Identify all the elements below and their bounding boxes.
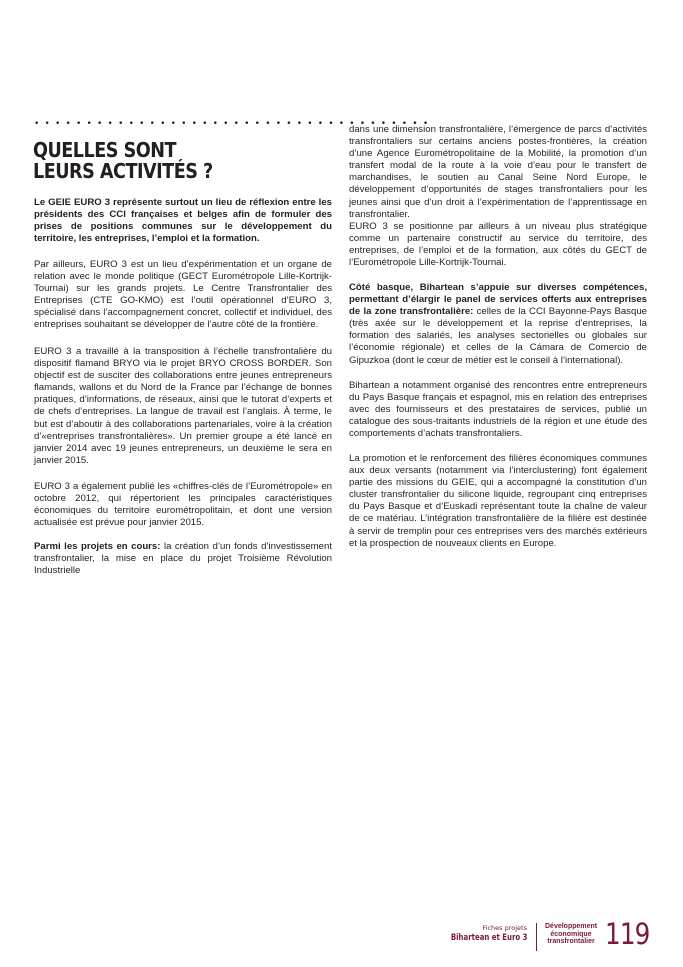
projets-rest: la création d’un fonds d’investissement transfrontalier, la mise en place du projet Troisième Révolution Industrielle [34,541,333,577]
footer-project-name: Bihartean et Euro 3 [450,933,527,943]
page-number: 119 [605,917,650,951]
footer-project [434,924,528,944]
paragraph-cote-basque [349,282,647,367]
paragraph-relations: Par ailleurs, EURO 3 est un lieu d’expérimentation et un organe de relation avec le monde politique (GECT Eurométropole Lille-Kortrijk-Tournai) sur les grands projets. Le Centre Transfrontalier des Entreprises (CTE GO-KMO) est l’outil opérationnel d’EURO 3, spécialisé dans l’accompagnement concret, collectif et individuel, des entreprises souhaitant se développer de l’autre côté de la frontière. [34,259,332,331]
page-heading-line1: QUELLES SONT [33,138,176,162]
footer-section-title [545,923,597,946]
paragraph-strategique: EURO 3 se positionne par ailleurs à un niveau plus stratégique comme un partenaire constructif au service du territoire, des entreprises, de l’emploi et de la formation, aux côtés du GECT de l’Eurométropole Lille-Kortrijk-Tournai. [349,221,647,269]
footer-separator [536,923,537,951]
footer-section-line2: économique [550,930,592,938]
footer-section-line1: Développement [545,923,598,930]
cote-basque-lead: Côté basque, Bihartean s’appuie sur diverses compétences, permettant d’élargir le panel de services offerts aux entreprises de la zone transfrontalière: [349,282,647,318]
footer-fiches-label: Fiches projets [482,924,527,932]
paragraph-chiffres-cles: EURO 3 a également publié les «chiffres-clés de l’Eurométropole» en octobre 2012, qui répertorient les principales caractéristiques économiques du territoire eurométropolitain, et dont une version actualisée est prévue pour janvier 2015. [34,481,332,529]
cote-basque-rest: celles de la CCI Bayonne-Pays Basque (très axée sur le développement et la reprise d’entreprises, la formation des salariés, les analyses sectorielles ou globales sur l’économie régionale) et celles de la Cámara de Comercio de Gipuzkoa (dont le cœur de métier est le conseil à l’international). [349,306,647,366]
paragraph-projets-en-cours [34,541,332,577]
projets-lead: Parmi les projets en cours: [34,541,161,552]
page-heading [33,140,291,182]
paragraph-filieres: La promotion et le renforcement des filières économiques communes aux deux versants (notamment via l’interclustering) font également partie des missions du GEIE, qui a accompagné la constitution d’un cluster transfrontalier du silicone liquide, regroupant cinq entreprises du Pays Basque et d’Euskadi représentant toute la chaîne de valeur de ce matériau. L’intégration transfrontalière de la filière est destinée à servir de tremplin pour ces entreprises vers des marchés extérieurs et la prospection de nouveaux clients en Europe. [349,453,647,549]
page-heading-line2: LEURS ACTIVITÉS ? [33,159,213,183]
intro-paragraph: Le GEIE EURO 3 représente surtout un lieu de réflexion entre les présidents des CCI françaises et belges afin de formuler des prises de positions communes sur le développement du territoire, les entreprises, l’emploi et la formation. [34,197,332,245]
paragraph-bryo: EURO 3 a travaillé à la transposition à l’échelle transfrontalière du dispositif flamand BRYO via le projet BRYO CROSS BORDER. Son objectif est de susciter des collaborations entre jeunes entrepreneurs flamands, wallons et du Nord de la France par l’échange de bonnes pratiques, d’informations, de réseaux, ainsi que le tutorat d’experts et de chefs d’entreprises. La langue de travail est l’anglais. À terme, le but est d’aboutir à des collaborations partenariales, voire à la création d’«entreprises transfrontalières». Un premier groupe a été lancé en janvier 2014 avec 19 jeunes entrepreneurs, un deuxième le sera en janvier 2015. [34,346,332,466]
paragraph-rencontres: Bihartean a notamment organisé des rencontres entre entrepreneurs du Pays Basque français et espagnol, mis en relation des entreprises avec des fournisseurs et des prestataires de services, publié un catalogue des sous-traitants industriels de la région et une étude des comportements d’achats transfrontaliers. [349,380,647,440]
heading-dots-divider: •••••••••••••••••••••••••••••••••••••• [34,119,434,129]
footer-section-line3: transfrontalier [547,938,595,946]
paragraph-dimension-transfrontaliere: dans une dimension transfrontalière, l’émergence de parcs d’activités transfrontaliers sur certains anciens postes-frontières, la création d’une Agence Eurométropolitaine de la Mobilité, la promotion d’un transfert modal de la route à la voie d’eau pour le transfert de marchandises, le soutien au Canal Seine Nord Europe, le développement d’opportunités de stages transfrontaliers pour les jeunes ainsi que d’un droit à l’expérimentation de l’apprentissage en transfrontalier. [349,124,647,220]
